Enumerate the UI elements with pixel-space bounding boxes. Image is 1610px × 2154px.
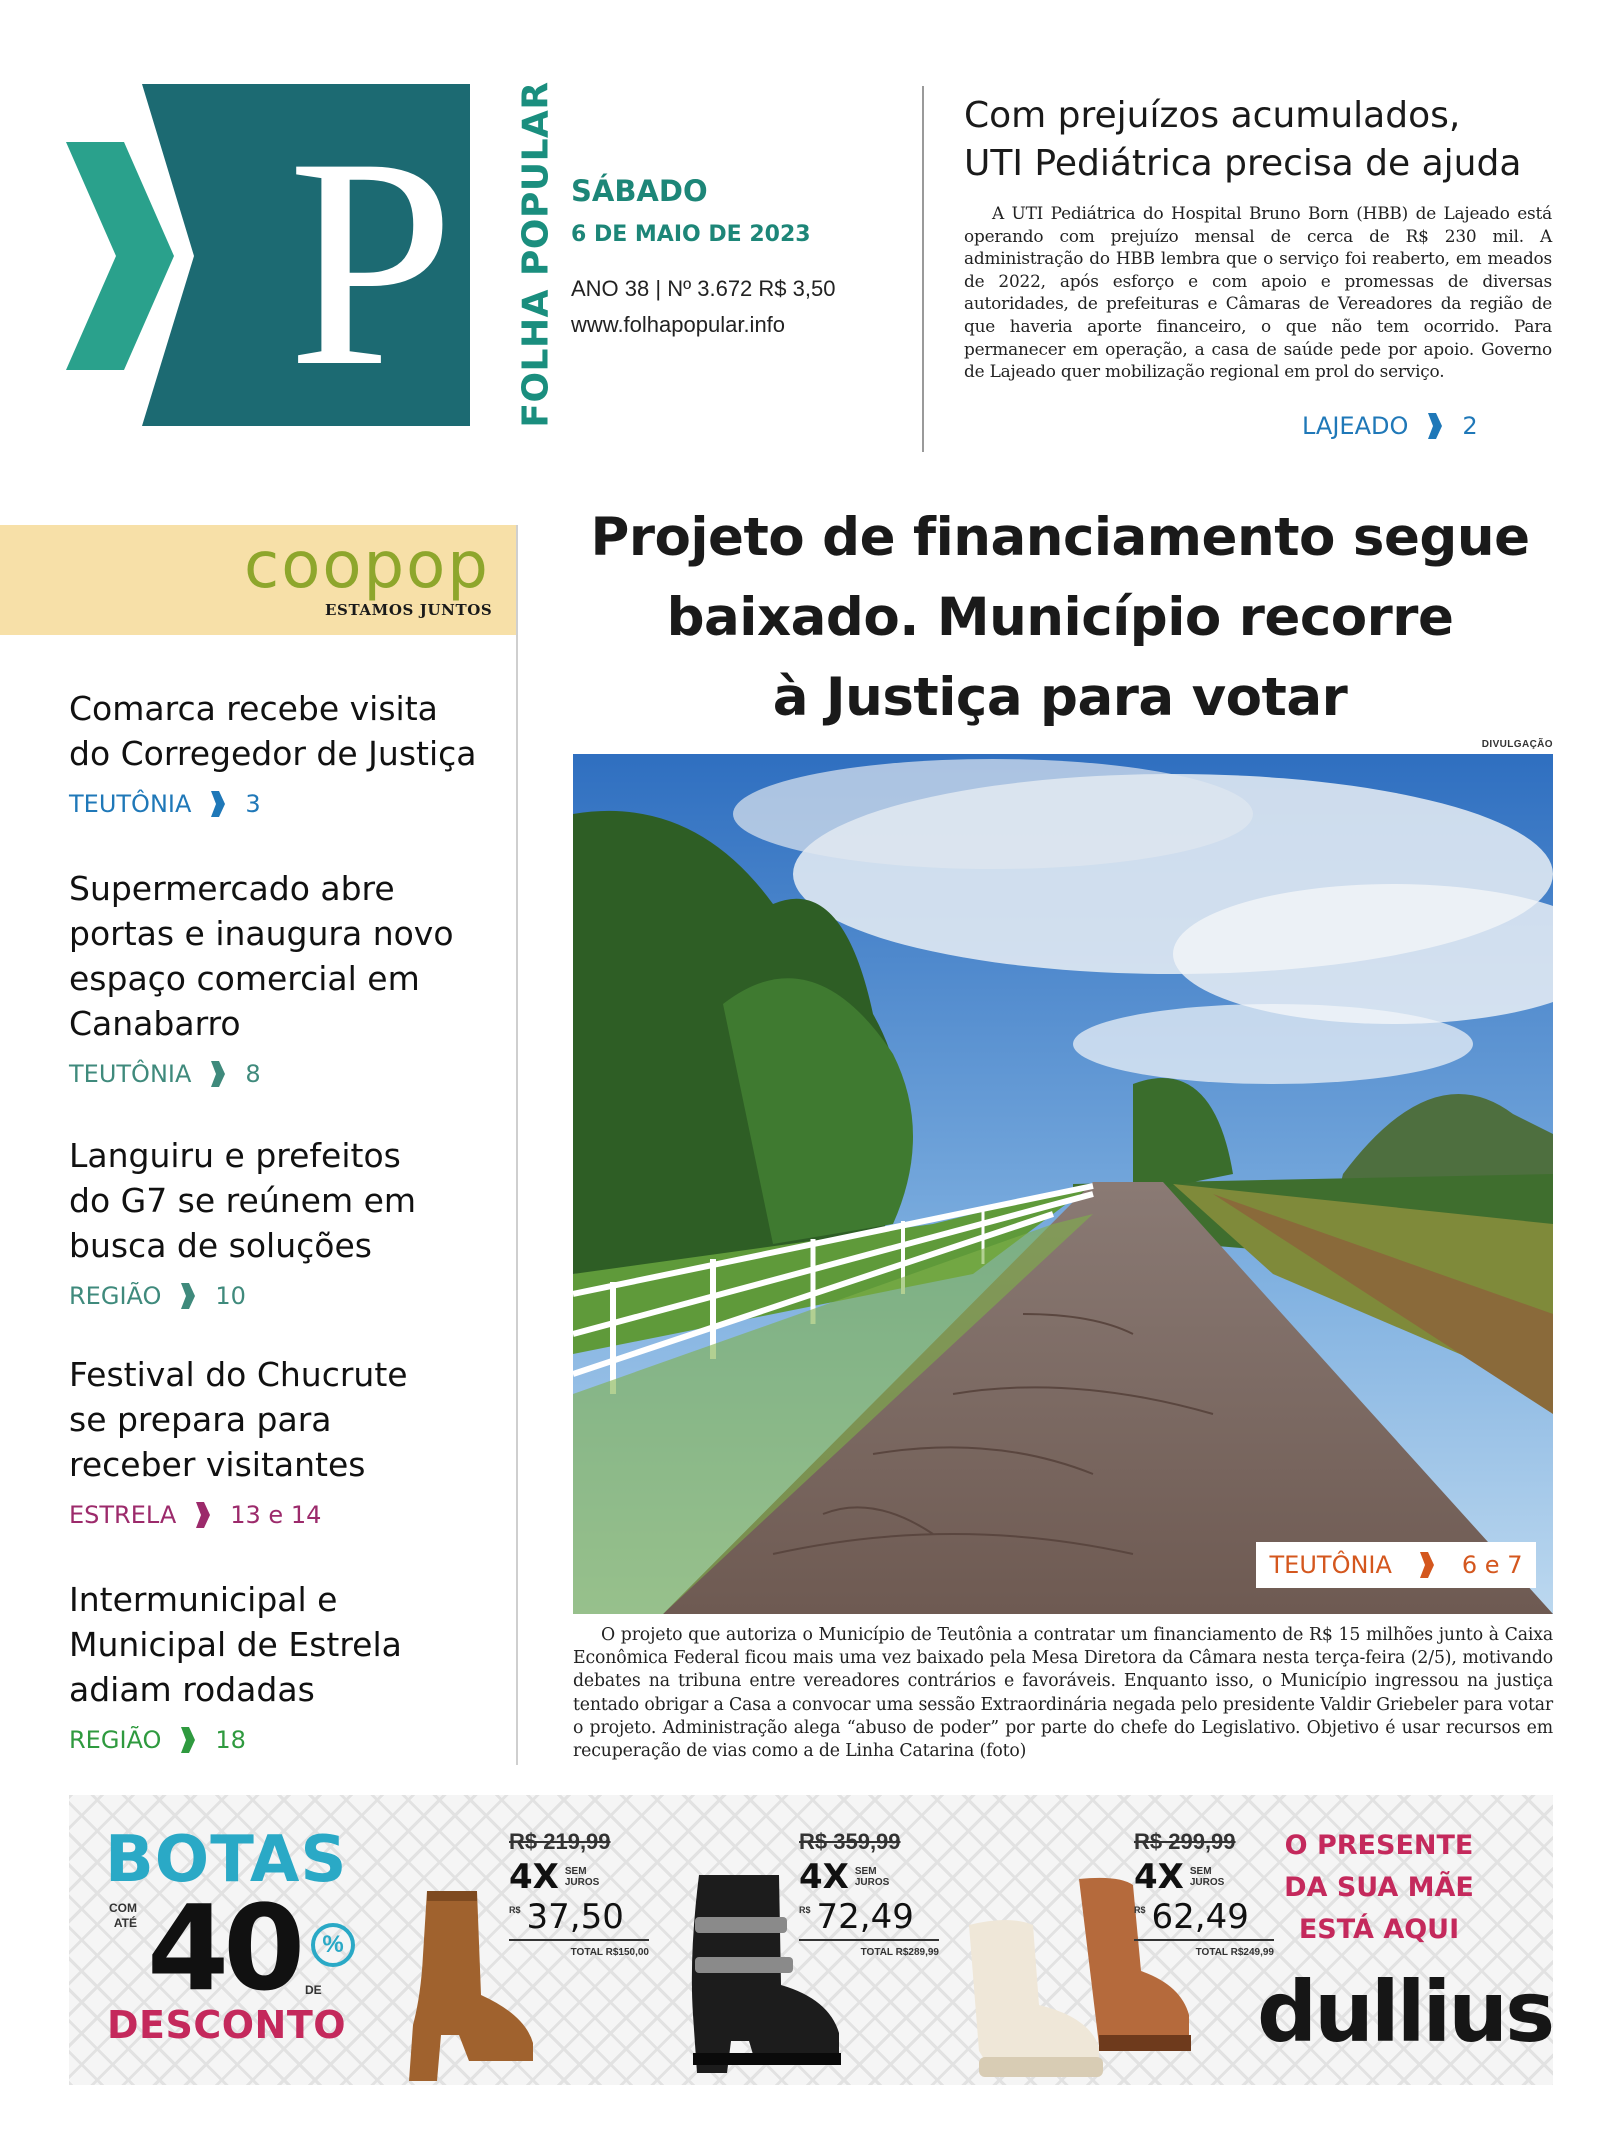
- sidebar-story-headline: Festival do Chucrute se prepara para receber visitantes: [69, 1355, 408, 1484]
- old-price: R$ 219,99: [509, 1829, 611, 1854]
- chevron-right-icon: [211, 791, 225, 817]
- top-story-body: A UTI Pediátrica do Hospital Bruno Born (HBB) de Lajeado está operando com prejuízo mensal de cerca de R$ 230 mil. A administração do HBB lembra que o serviço foi reaberto, em meados de 2022, após esforço e com apoio e promessas de diversas autoridades, de prefeituras e Câmaras de Vereadores da região de que haveria aporte financeiro, o que não tem ocorrido. Para permanecer em operação, a casa de saúde pede por apoio. Governo de Lajeado quer mobilização regional em prol do serviço.: [964, 203, 1552, 382]
- page-number: 13 e 14: [230, 1501, 322, 1529]
- advertisement-banner[interactable]: [69, 1795, 1553, 2085]
- percent-icon: %: [311, 1923, 355, 1967]
- installments: [799, 1857, 939, 1897]
- page-number: 2: [1462, 412, 1478, 440]
- old-price: R$ 359,99: [799, 1829, 901, 1854]
- section-label: REGIÃO: [69, 1282, 162, 1310]
- sidebar-story[interactable]: [69, 686, 509, 818]
- main-headline-line: à Justiça para votar: [772, 667, 1348, 728]
- page-number: 18: [215, 1726, 246, 1754]
- page-number: 3: [245, 790, 261, 818]
- installment-count: 4X: [1134, 1857, 1184, 1897]
- sidebar-story-tag[interactable]: [69, 1726, 509, 1754]
- sidebar-story[interactable]: [69, 1133, 509, 1310]
- total-price: TOTAL R$289,99: [860, 1947, 939, 1958]
- logo-letter: P: [287, 96, 455, 428]
- sidebar-story[interactable]: [69, 1352, 509, 1529]
- installment-amount: 72,49: [816, 1897, 914, 1937]
- no-interest: [855, 1866, 889, 1888]
- edition-day: SÁBADO: [571, 174, 708, 208]
- no-interest-line: SEM: [854, 1866, 877, 1877]
- masthead-logo: [66, 80, 557, 434]
- ad-tagline: [1269, 1825, 1489, 1951]
- ad-prefix-line: ATÉ: [113, 1916, 137, 1930]
- ad-discount-suffix: DE: [305, 1983, 322, 1997]
- section-label: TEUTÔNIA: [69, 1060, 192, 1088]
- sponsor-logo: coopop: [244, 529, 490, 603]
- installment-count: 4X: [799, 1857, 849, 1897]
- ad-discount-word: DESCONTO: [107, 2003, 347, 2047]
- sidebar-story-tag[interactable]: [69, 1282, 509, 1310]
- product-price: [799, 1829, 939, 1958]
- installments: [509, 1857, 649, 1897]
- currency: R$: [1134, 1905, 1146, 1915]
- page-number: 6 e 7: [1461, 1551, 1523, 1579]
- chevron-right-icon: [181, 1283, 195, 1309]
- no-interest-line: SEM: [564, 1866, 587, 1877]
- brand-name-text: FOLHA POPULAR: [515, 80, 557, 428]
- chevron-right-icon: [181, 1727, 195, 1753]
- installment-value: [1134, 1897, 1274, 1941]
- old-price: R$ 299,99: [1134, 1829, 1236, 1854]
- product-price: [1134, 1829, 1274, 1958]
- sidebar-story-tag[interactable]: [69, 790, 509, 818]
- no-interest-line: JUROS: [564, 1877, 600, 1888]
- photo-caption: O projeto que autoriza o Município de Teutônia a contratar um financiamento de R$ 15 milhões junto à Caixa Econômica Federal ficou mais uma vez baixado pela Mesa Diretora da Câmara nesta terça-feira (2/5), motivando debates na tribuna entre vereadores contrários e favoráveis. Enquanto isso, o Município ingressou na justiça tentado obrigar a Casa a convocar uma sessão Extraordinária negada pelo presidente Valdir Griebeler para votar o projeto. Administração alega “abuso de poder” por parte do chefe do Legislativo. Objetivo é usar recursos em recuperação de vias como a de Linha Catarina (foto): [573, 1625, 1553, 1762]
- no-interest: [1190, 1866, 1224, 1888]
- installment-value: [509, 1897, 649, 1941]
- currency: R$: [509, 1905, 521, 1915]
- sidebar-story-headline: Comarca recebe visita do Corregedor de Justiça: [69, 689, 477, 773]
- photo-credit: DIVULGAÇÃO: [1481, 739, 1553, 750]
- page-number: 8: [245, 1060, 261, 1088]
- main-headline-line: Projeto de financiamento segue: [590, 507, 1530, 568]
- installments: [1134, 1857, 1274, 1897]
- section-label: TEUTÔNIA: [1269, 1551, 1392, 1579]
- section-label: ESTRELA: [69, 1501, 177, 1529]
- no-interest-line: JUROS: [1189, 1877, 1225, 1888]
- column-divider: [922, 86, 924, 452]
- brand-name: [486, 80, 586, 428]
- photo-section-tag[interactable]: [1256, 1542, 1536, 1588]
- sponsor-banner[interactable]: [0, 525, 517, 635]
- ad-discount-number: 40: [147, 1879, 300, 2017]
- product-price: [509, 1829, 649, 1958]
- no-interest-line: SEM: [1189, 1866, 1212, 1877]
- ad-brand-logo: dullius: [1257, 1963, 1553, 2061]
- ad-prefix-line: COM: [109, 1901, 137, 1915]
- ad-tagline-line: O PRESENTE: [1284, 1830, 1474, 1861]
- chevron-right-icon: [196, 1502, 210, 1528]
- edition-date: 6 DE MAIO DE 2023: [571, 222, 811, 247]
- sponsor-slogan: ESTAMOS JUNTOS: [325, 601, 493, 619]
- sidebar-story[interactable]: [69, 866, 509, 1088]
- sidebar-story-tag[interactable]: [69, 1501, 509, 1529]
- ad-title: BOTAS: [105, 1823, 348, 1897]
- section-label: REGIÃO: [69, 1726, 162, 1754]
- sidebar-story-tag[interactable]: [69, 1060, 509, 1088]
- sidebar-story[interactable]: [69, 1577, 509, 1754]
- sidebar-story-headline: Intermunicipal e Municipal de Estrela adiam rodadas: [69, 1580, 402, 1709]
- chevron-right-icon: [1420, 1552, 1434, 1578]
- road-photo-illustration: [573, 754, 1553, 1614]
- ad-prefix: [109, 1901, 137, 1931]
- total-price: TOTAL R$150,00: [570, 1947, 649, 1958]
- section-label: TEUTÔNIA: [69, 790, 192, 818]
- installment-amount: 37,50: [526, 1897, 624, 1937]
- no-interest-line: JUROS: [854, 1877, 890, 1888]
- ad-tagline-line: DA SUA MÃE: [1284, 1872, 1474, 1903]
- ad-tagline-line: ESTÁ AQUI: [1298, 1914, 1460, 1945]
- chevron-right-icon: [1428, 413, 1442, 439]
- top-story-headline-line: Com prejuízos acumulados,: [964, 95, 1461, 136]
- total-price: TOTAL R$249,99: [1195, 1947, 1274, 1958]
- top-story-headline-line: UTI Pediátrica precisa de ajuda: [964, 143, 1522, 184]
- installment-value: [799, 1897, 939, 1941]
- page-number: 10: [215, 1282, 246, 1310]
- sidebar-divider: [516, 525, 518, 1765]
- sidebar-story-headline: Languiru e prefeitos do G7 se reúnem em busca de soluções: [69, 1136, 417, 1265]
- installment-amount: 62,49: [1151, 1897, 1249, 1937]
- website-link[interactable]: www.folhapopular.info: [571, 312, 786, 337]
- main-headline-line: baixado. Município recorre: [666, 587, 1454, 648]
- sidebar-story-headline: Supermercado abre portas e inaugura novo espaço comercial em Canabarro: [69, 869, 454, 1043]
- main-photo[interactable]: [573, 754, 1553, 1614]
- top-story-headline[interactable]: [964, 92, 1564, 188]
- edition-number: ANO 38 | Nº 3.672 R$ 3,50: [571, 276, 836, 301]
- section-label: LAJEADO: [1302, 412, 1409, 440]
- chevron-right-icon: [211, 1061, 225, 1087]
- top-story-tag[interactable]: [1302, 412, 1478, 440]
- currency: R$: [799, 1905, 811, 1915]
- main-headline[interactable]: [560, 498, 1560, 738]
- installment-count: 4X: [509, 1857, 559, 1897]
- no-interest: [565, 1866, 599, 1888]
